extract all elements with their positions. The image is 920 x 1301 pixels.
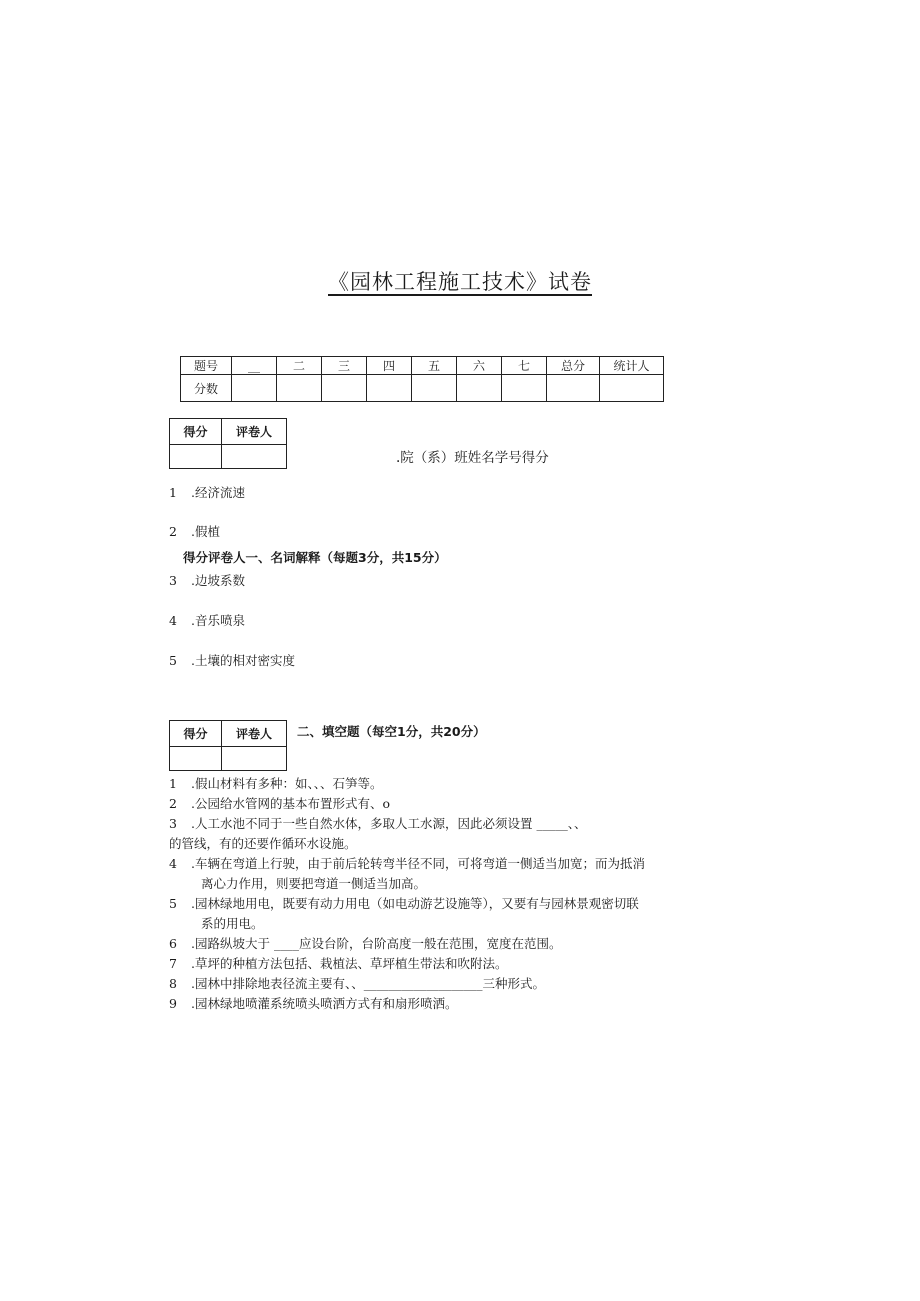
list-item: 5 .园林绿地用电，既要有动力用电（如电动游艺设施等），又要有与园林景观密切联 [169,896,639,911]
grader-score-cell[interactable] [170,445,222,469]
list-item-continuation: 的管线，有的还要作循环水设施。 [169,836,357,851]
list-item: 3 .边坡系数 [169,573,245,588]
list-item: 2 .假植 [169,524,220,539]
list-item: 2 .公园给水管网的基本布置形式有、o [169,796,390,811]
exam-title: 《园林工程施工技术》试卷 [328,270,592,294]
list-item: 1 .假山材料有多种：如、、、石笋等。 [169,776,383,791]
table-header-row [181,357,664,375]
grader-reviewer-label: 评卷人 [222,419,287,445]
score-cell[interactable] [547,375,600,402]
row-label: 分数 [181,375,232,402]
list-item: 4 .音乐喷泉 [169,613,245,628]
list-item-continuation: 离心力作用，则要把弯道一侧适当加高。 [201,876,427,891]
header-cell: 六 [457,357,502,375]
header-cell: 三 [322,357,367,375]
list-item: 1 .经济流速 [169,485,245,500]
header-cell: 统计人 [600,357,664,375]
header-cell: 五 [412,357,457,375]
score-cell[interactable] [412,375,457,402]
score-cell[interactable] [277,375,322,402]
header-cell: __ [232,357,277,375]
grader-box-1 [169,418,287,469]
list-item: 3 .人工水池不同于一些自然水体，多取人工水源，因此必须设置 _____、、 [169,816,587,831]
section1-heading: 得分评卷人一、名词解释（每题3分，共15分） [183,550,447,565]
table-score-row [181,375,664,402]
list-item: 9 .园林绿地喷灌系统喷头喷洒方式有和扇形喷洒。 [169,996,458,1011]
grader-reviewer-cell[interactable] [222,445,287,469]
header-cell: 总分 [547,357,600,375]
score-cell[interactable] [502,375,547,402]
section2-heading: 二、填空题（每空1分，共20分） [297,724,486,739]
score-summary-table [180,356,664,402]
list-item: 5 .土壤的相对密实度 [169,653,295,668]
grader-score-label: 得分 [170,721,222,747]
score-cell[interactable] [367,375,412,402]
list-item: 6 .园路纵坡大于 ____应设台阶，台阶高度一般在范围，宽度在范围。 [169,936,562,951]
list-item: 8 .园林中排除地表径流主要有、、___________________三种形式。 [169,976,545,991]
list-item: 4 .车辆在弯道上行驶，由于前后轮转弯半径不同，可将弯道一侧适当加宽；而为抵消 [169,856,645,871]
header-cell: 二 [277,357,322,375]
header-cell: 四 [367,357,412,375]
grader-reviewer-label: 评卷人 [222,721,287,747]
list-item-continuation: 系的用电。 [201,916,264,931]
header-cell: 题号 [181,357,232,375]
score-cell[interactable] [600,375,664,402]
grader-reviewer-cell[interactable] [222,747,287,771]
score-cell[interactable] [232,375,277,402]
score-cell[interactable] [322,375,367,402]
grader-box-2 [169,720,287,771]
student-info-line: .院（系）班姓名学号得分 [396,450,549,466]
list-item: 7 .草坪的种植方法包括、栽植法、草坪植生带法和吹附法。 [169,956,508,971]
header-cell: 七 [502,357,547,375]
grader-score-cell[interactable] [170,747,222,771]
score-cell[interactable] [457,375,502,402]
grader-score-label: 得分 [170,419,222,445]
